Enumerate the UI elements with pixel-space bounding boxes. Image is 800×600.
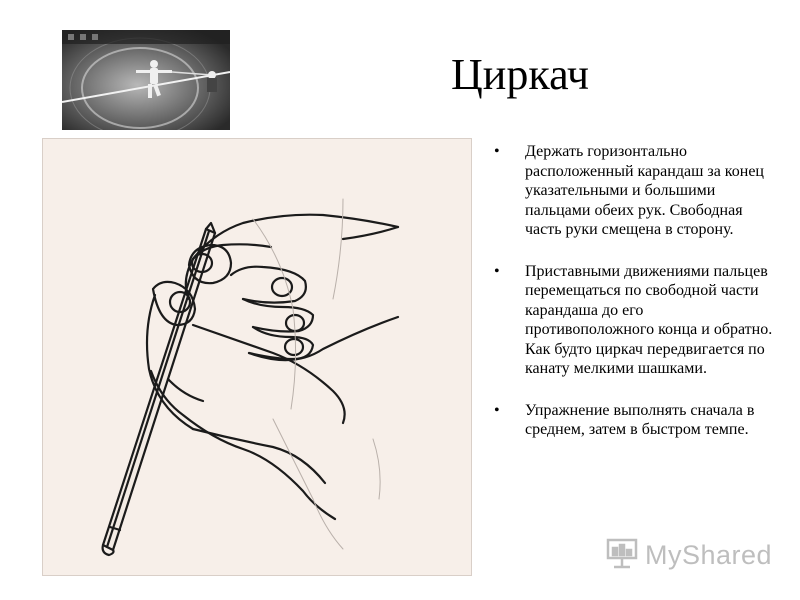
bullet-dot: • bbox=[494, 262, 500, 280]
bullet-item bbox=[494, 401, 774, 440]
bullet-dot: • bbox=[494, 143, 500, 160]
bullet-text: Упражнение выполнять сначала в среднем, затем в быстром темпе. bbox=[525, 401, 755, 438]
circus-performer-photo bbox=[62, 30, 230, 130]
bullet-item bbox=[494, 142, 774, 240]
watermark-logo bbox=[605, 537, 772, 573]
bullet-item bbox=[494, 262, 774, 379]
presentation-board-icon bbox=[605, 536, 639, 575]
watermark-text: MyShared bbox=[645, 539, 773, 570]
bullet-dot: • bbox=[494, 401, 500, 419]
hands-holding-pencil-drawing bbox=[42, 138, 472, 576]
bullet-text: Держать горизонтально расположенный карандаш за конец указательными и большими пальцами обеих рук. Свободная часть руки смещена в сторону. bbox=[525, 143, 764, 238]
bullet-text: Приставными движениями пальцев перемещаться по свободной части карандаша до его противоположного конца и обратно. Как будто циркач передвигается по канату мелкими шашками. bbox=[525, 262, 773, 377]
slide-title: Циркач bbox=[451, 50, 589, 99]
bullet-list bbox=[494, 142, 774, 462]
